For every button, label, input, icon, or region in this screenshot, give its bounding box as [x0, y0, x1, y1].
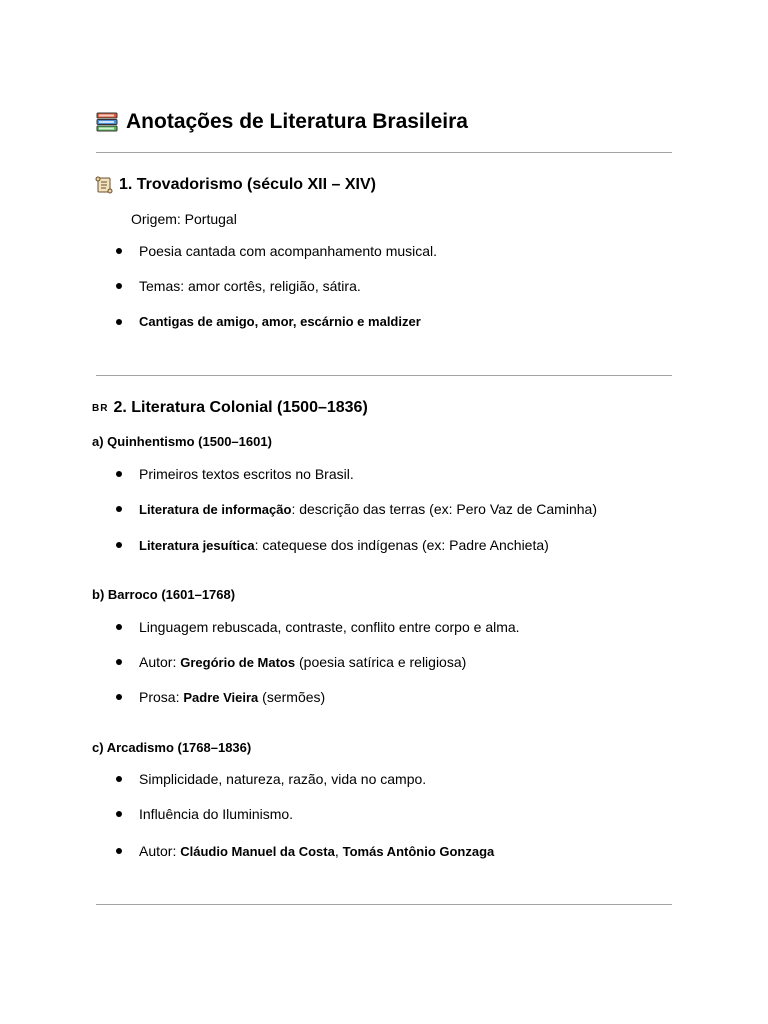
bullet-icon [116, 542, 122, 548]
bullet-icon [116, 283, 122, 289]
list-item-rest: (sermões) [258, 688, 326, 705]
page-title: Anotações de Literatura Brasileira [126, 110, 468, 133]
list-item [116, 536, 549, 554]
list-item-text [139, 842, 494, 861]
list-item [116, 465, 354, 483]
list-item-text: Cantigas de amigo, amor, escárnio e maldizer [139, 314, 421, 329]
list-item [116, 313, 421, 331]
list-item [116, 653, 466, 671]
list-item-rest: : descrição das terras (ex: Pero Vaz de Caminha) [291, 500, 597, 517]
list-item-text: Simplicidade, natureza, razão, vida no campo. [139, 771, 427, 787]
list-item-bold: Literatura de informação [139, 501, 292, 517]
list-item-prefix: Autor: [139, 653, 181, 670]
list-item [116, 500, 597, 518]
bullet-icon [116, 776, 122, 782]
list-item-bold: Tomás Antônio Gonzaga [342, 843, 495, 859]
list-item [116, 277, 361, 295]
bullet-icon [116, 659, 122, 665]
list-item-prefix: Autor: [139, 842, 181, 859]
list-item [116, 618, 520, 636]
list-item [116, 805, 293, 823]
list-item-bold: Cláudio Manuel da Costa [180, 843, 335, 859]
list-item [116, 770, 426, 788]
section1-origin: Origem: Portugal [131, 211, 237, 227]
list-item-bold: Literatura jesuítica [139, 537, 255, 553]
list-item [116, 842, 494, 860]
list-item-text: Influência do Iluminismo. [139, 806, 294, 822]
divider [96, 375, 672, 376]
divider [96, 904, 672, 905]
bullet-icon [116, 848, 122, 854]
section2-heading-row [92, 397, 368, 419]
bullet-icon [116, 811, 122, 817]
list-item-text [139, 688, 325, 707]
list-item-text: Poesia cantada com acompanhamento musical. [139, 243, 438, 259]
list-item-prefix: Prosa: [139, 688, 184, 705]
subsection-heading-quinhentismo: a) Quinhentismo (1500–1601) [92, 434, 272, 449]
books-icon [96, 111, 118, 133]
subsection-heading-barroco: b) Barroco (1601–1768) [92, 587, 236, 602]
subsection-heading-arcadismo: c) Arcadismo (1768–1836) [92, 740, 252, 755]
list-item-text: Temas: amor cortês, religião, sátira. [139, 278, 361, 294]
list-item-rest: (poesia satírica e religiosa) [295, 653, 467, 670]
divider [96, 152, 672, 153]
section1-heading-row [95, 174, 376, 196]
list-item [116, 688, 325, 706]
title-row [96, 108, 468, 136]
bullet-icon [116, 471, 122, 477]
brazil-flag-icon: BR [92, 402, 109, 414]
list-item-text: Linguagem rebuscada, contraste, conflito entre corpo e alma. [139, 619, 520, 635]
list-item-rest: : catequese dos indígenas (ex: Padre Anchieta) [254, 536, 549, 553]
list-item-bold: Padre Vieira [183, 689, 259, 705]
bullet-icon [116, 694, 122, 700]
bullet-icon [116, 248, 122, 254]
bullet-icon [116, 319, 122, 325]
section1-heading: 1. Trovadorismo (século XII – XIV) [119, 176, 376, 193]
list-item-text: Primeiros textos escritos no Brasil. [139, 466, 354, 482]
list-item-separator: , [334, 842, 343, 859]
section2-heading: 2. Literatura Colonial (1500–1836) [113, 399, 368, 416]
bullet-icon [116, 624, 122, 630]
scroll-icon [95, 176, 113, 194]
list-item-text [139, 653, 466, 672]
bullet-icon [116, 506, 122, 512]
list-item-text [139, 536, 549, 555]
list-item [116, 242, 437, 260]
list-item-text [139, 500, 597, 519]
list-item-bold: Gregório de Matos [180, 654, 296, 670]
